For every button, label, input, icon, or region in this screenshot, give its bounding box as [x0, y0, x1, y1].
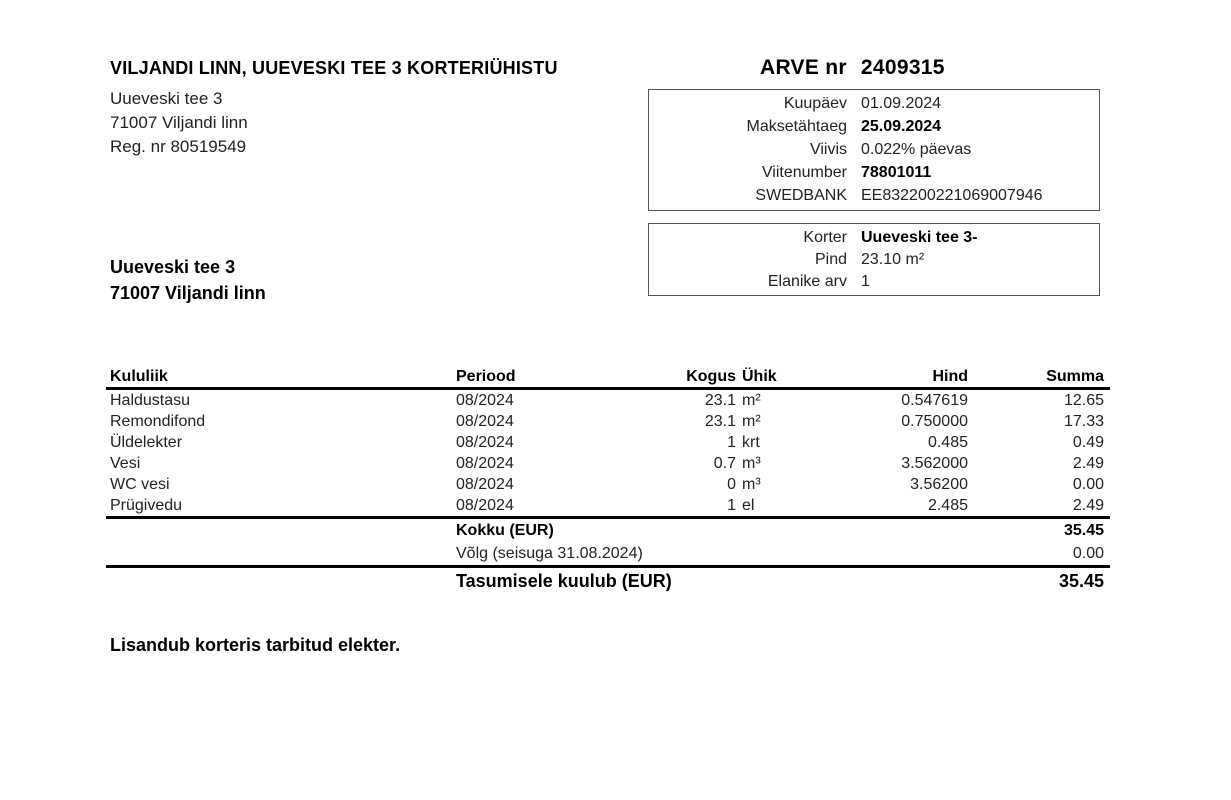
row-period: 08/2024 — [456, 497, 514, 514]
reference-number-value: 78801011 — [861, 164, 932, 181]
row-cost-type: Remondifond — [110, 413, 206, 430]
amount-due-row — [106, 568, 1110, 594]
residents-row — [649, 270, 1099, 293]
invoice-title — [760, 56, 945, 80]
bank-name-label: SWEDBANK — [755, 187, 847, 204]
table-row — [106, 432, 1110, 453]
row-sum: 0.00 — [1072, 476, 1104, 493]
due-date-label: Maksetähtaeg — [746, 118, 847, 135]
debt-row — [106, 542, 1110, 565]
total-label: Kokku (EUR) — [456, 522, 554, 539]
row-quantity: 0 — [727, 476, 736, 493]
row-sum: 12.65 — [1063, 392, 1104, 409]
apartment-details-box — [648, 223, 1100, 296]
issuer-city: 71007 Viljandi linn — [110, 113, 248, 132]
header-quantity: Kogus — [686, 368, 736, 385]
table-row — [106, 474, 1110, 495]
row-price: 3.562000 — [901, 455, 968, 472]
row-quantity: 23.1 — [704, 392, 736, 409]
row-price: 0.485 — [927, 434, 968, 451]
row-price: 2.485 — [927, 497, 968, 514]
invoice-number: 2409315 — [860, 56, 945, 79]
apartment-label: Korter — [803, 229, 847, 246]
row-period: 08/2024 — [456, 476, 514, 493]
recipient-address — [110, 254, 266, 306]
invoice-title-label: ARVE nr — [760, 56, 847, 79]
penalty-value: 0.022% päevas — [861, 141, 972, 158]
row-period: 08/2024 — [456, 434, 514, 451]
apartment-value: Uueveski tee 3- — [861, 229, 978, 246]
row-unit: m³ — [742, 476, 761, 493]
row-quantity: 1 — [727, 434, 736, 451]
issuer-street: Uueveski tee 3 — [110, 89, 223, 108]
row-period: 08/2024 — [456, 413, 514, 430]
area-value: 23.10 m² — [861, 251, 925, 268]
amount-due-label: Tasumisele kuulub (EUR) — [456, 571, 672, 591]
debt-label: Võlg (seisuga 31.08.2024) — [456, 545, 643, 562]
row-unit: m³ — [742, 455, 761, 472]
residents-label: Elanike arv — [767, 273, 847, 290]
header-cost-type: Kululiik — [110, 368, 168, 385]
row-quantity: 0.7 — [713, 455, 736, 472]
table-row — [106, 453, 1110, 474]
invoice-date-row — [649, 92, 1099, 115]
residents-value: 1 — [861, 273, 870, 290]
row-cost-type: Üldelekter — [110, 434, 183, 451]
bank-account-value: EE832200221069007946 — [861, 187, 1043, 204]
row-unit: el — [742, 497, 755, 514]
row-price: 3.56200 — [910, 476, 968, 493]
area-row — [649, 248, 1099, 271]
due-date-value: 25.09.2024 — [861, 118, 942, 135]
row-quantity: 1 — [727, 497, 736, 514]
row-sum: 2.49 — [1072, 455, 1104, 472]
table-header — [106, 366, 1110, 390]
invoice-date-label: Kuupäev — [783, 95, 847, 112]
row-unit: m² — [742, 392, 761, 409]
reference-number-row — [649, 161, 1099, 184]
table-row — [106, 390, 1110, 411]
penalty-row — [649, 138, 1099, 161]
penalty-label: Viivis — [809, 141, 847, 158]
table-row — [106, 411, 1110, 432]
header-period: Periood — [456, 368, 516, 385]
recipient-city: 71007 Viljandi linn — [110, 283, 266, 303]
amount-due-value: 35.45 — [1058, 571, 1104, 591]
apartment-row — [649, 226, 1099, 249]
header-sum: Summa — [1046, 368, 1104, 385]
footer-note: Lisandub korteris tarbitud elekter. — [110, 635, 401, 655]
row-cost-type: Haldustasu — [110, 392, 191, 409]
area-label: Pind — [814, 251, 847, 268]
row-period: 08/2024 — [456, 392, 514, 409]
issuer-name: VILJANDI LINN, UUEVESKI TEE 3 KORTERIÜHISTU — [110, 58, 558, 78]
row-cost-type: Prügivedu — [110, 497, 183, 514]
row-unit: krt — [742, 434, 760, 451]
issuer-reg-nr: Reg. nr 80519549 — [110, 137, 247, 156]
charges-table — [106, 366, 1110, 594]
bank-account-row — [649, 184, 1099, 207]
row-price: 0.750000 — [901, 413, 968, 430]
total-row — [106, 519, 1110, 542]
row-cost-type: Vesi — [110, 455, 141, 472]
row-quantity: 23.1 — [704, 413, 736, 430]
table-row — [106, 495, 1110, 516]
row-sum: 0.49 — [1072, 434, 1104, 451]
invoice-details-box — [648, 89, 1100, 211]
row-price: 0.547619 — [901, 392, 968, 409]
row-period: 08/2024 — [456, 455, 514, 472]
invoice-date-value: 01.09.2024 — [861, 95, 942, 112]
row-unit: m² — [742, 413, 761, 430]
reference-number-label: Viitenumber — [761, 164, 847, 181]
due-date-row — [649, 115, 1099, 138]
recipient-street: Uueveski tee 3 — [110, 257, 236, 277]
issuer-address — [110, 87, 248, 159]
total-value: 35.45 — [1063, 522, 1104, 539]
row-sum: 2.49 — [1072, 497, 1104, 514]
row-sum: 17.33 — [1063, 413, 1104, 430]
row-cost-type: WC vesi — [110, 476, 170, 493]
debt-value: 0.00 — [1072, 545, 1104, 562]
header-price: Hind — [932, 368, 968, 385]
header-unit: Ühik — [742, 368, 777, 385]
